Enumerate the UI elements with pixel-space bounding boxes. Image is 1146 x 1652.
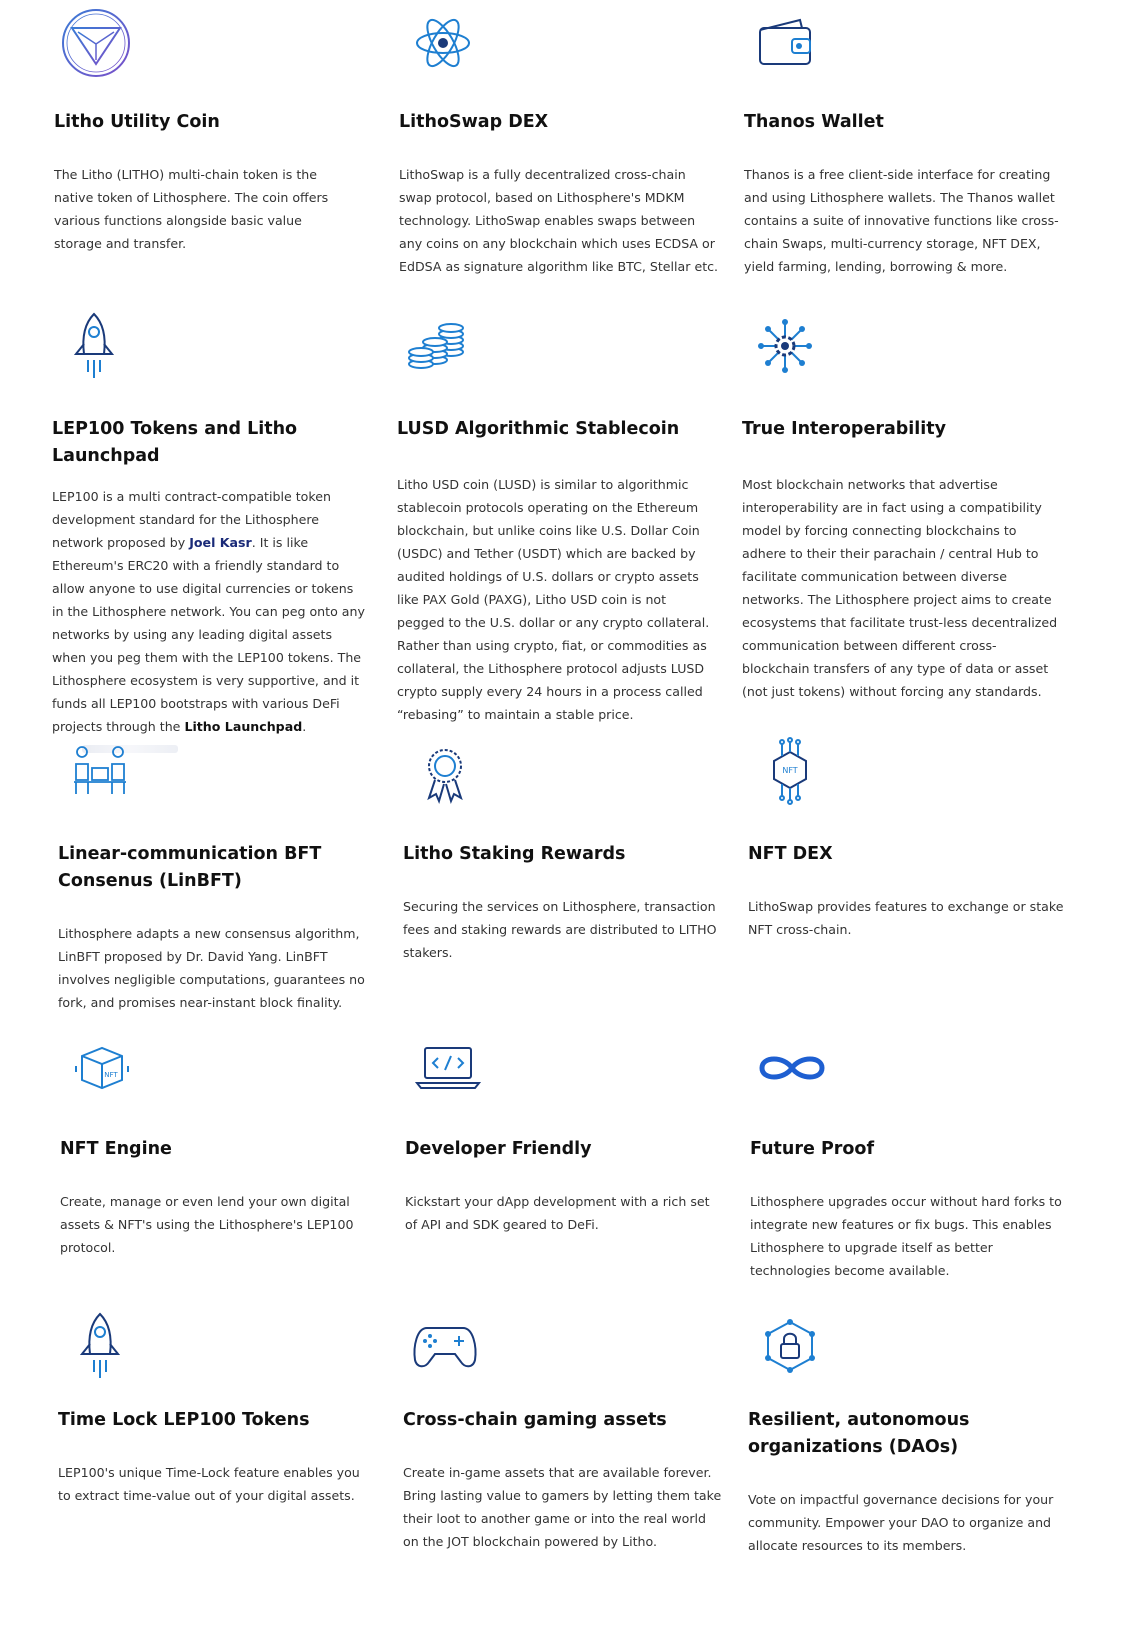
feature-nft-engine — [60, 1028, 390, 1259]
litho-logo-icon — [54, 2, 134, 82]
feature-title: Thanos Wallet — [744, 112, 884, 132]
atom-icon — [399, 2, 479, 82]
award-badge-icon — [403, 732, 483, 812]
feature-description: Thanos is a free client-side interface for creating and using Lithosphere wallets. The Thanos wallet contains a suite of innovative functions like cross-chain Swaps, multi-currency storage, NFT DEX, yield farming, lending, borrowing & more. — [744, 167, 1059, 274]
feature-description: The Litho (LITHO) multi-chain token is the native token of Lithosphere. The coin offers various functions alongside basic value storage and transfer. — [54, 167, 329, 251]
feature-time-lock-lep100 — [58, 1306, 388, 1507]
feature-description: Securing the services on Lithosphere, transaction fees and staking rewards are distributed to LITHO stakers. — [403, 899, 717, 960]
feature-title: Linear-communication BFT Consenus (LinBFT) — [58, 844, 322, 891]
feature-description: LEP100's unique Time-Lock feature enables you to extract time-value out of your digital assets. — [58, 1465, 360, 1503]
desc-text: LEP100 is a multi contract-compatible token development standard for the Lithosphere network proposed by — [52, 489, 331, 550]
gamepad-icon — [403, 1306, 483, 1386]
author-link[interactable]: Joel Kasr — [189, 535, 252, 550]
wallet-icon — [744, 2, 824, 82]
feature-lusd-stablecoin — [397, 306, 727, 726]
infinity-icon — [750, 1028, 830, 1108]
feature-title: Litho Utility Coin — [54, 112, 220, 132]
feature-description: LithoSwap is a fully decentralized cross-chain swap protocol, based on Lithosphere's MDKM technology. LithoSwap enables swaps between any coins on any blockchain which uses ECDSA or EdDSA as signature algorithm like BTC, Stellar etc. — [399, 167, 719, 274]
feature-title: Future Proof — [750, 1139, 875, 1159]
feature-title: NFT DEX — [748, 844, 833, 864]
feature-title: LUSD Algorithmic Stablecoin — [397, 419, 680, 439]
laptop-code-icon — [405, 1028, 485, 1108]
feature-litho-staking-rewards — [403, 732, 733, 964]
nft-chip-icon — [748, 732, 828, 812]
feature-title: LEP100 Tokens and Litho Launchpad — [52, 419, 298, 466]
feature-thanos-wallet — [744, 2, 1084, 278]
feature-nft-dex — [748, 732, 1078, 941]
feature-description: Litho USD coin (LUSD) is similar to algorithmic stablecoin protocols operating on the Ethereum blockchain, but unlike coins like U.S. Dollar Coin (USDC) and Tether (USDT) which are backed by audited holdings of U.S. dollars or crypto assets like PAX Gold (PAXG), Litho USD coin is not pegged to the U.S. dollar or any crypto collateral. Rather than using crypto, fiat, or commodities as collateral, the Lithosphere protocol adjusts LUSD crypto supply every 24 hours in a process called “rebasing” to maintain a stable price. — [397, 477, 710, 722]
feature-linbft-consensus — [58, 732, 388, 1014]
feature-cross-chain-gaming — [403, 1306, 733, 1553]
feature-description: Create, manage or even lend your own digital assets & NFT's using the Lithosphere's LEP100 protocol. — [60, 1194, 354, 1255]
feature-description: LithoSwap provides features to exchange or stake NFT cross-chain. — [748, 899, 1064, 937]
litho-launchpad-link[interactable]: Litho Launchpad — [184, 719, 303, 734]
hexagon-lock-icon — [748, 1306, 828, 1386]
feature-title: Time Lock LEP100 Tokens — [58, 1410, 310, 1430]
feature-true-interoperability — [742, 306, 1072, 703]
feature-lep100-tokens — [52, 306, 382, 738]
feature-description: Kickstart your dApp development with a rich set of API and SDK geared to DeFi. — [405, 1194, 710, 1232]
feature-description: Most blockchain networks that advertise interoperability are in fact using a compatibility model by forcing connecting blockchains to adhere to their their parachain / central Hub to facilitate communication between diverse networks. The Lithosphere project aims to create ecosystems that facilitate trust-less decentralized communication between different cross-blockchain transfers of any type of data or asset (not just tokens) without forcing any standards. — [742, 477, 1058, 699]
network-gear-icon — [742, 306, 822, 386]
feature-future-proof — [750, 1028, 1080, 1282]
feature-description — [52, 485, 368, 738]
feature-title: LithoSwap DEX — [399, 112, 549, 132]
feature-title: True Interoperability — [742, 419, 947, 439]
nft-icon-label: NFT — [104, 1071, 118, 1079]
feature-description: Lithosphere adapts a new consensus algorithm, LinBFT proposed by Dr. David Yang. LinBFT involves negligible computations, guarantees no fork, and promises near-instant block finality. — [58, 926, 365, 1010]
feature-title: Cross-chain gaming assets — [403, 1410, 667, 1430]
meeting-icon — [58, 732, 138, 812]
feature-title: Resilient, autonomous organizations (DAOs) — [748, 1410, 970, 1457]
nft-cube-icon — [60, 1028, 140, 1108]
feature-title: Developer Friendly — [405, 1139, 592, 1159]
desc-text: . It is like Ethereum's ERC20 with a friendly standard to allow anyone to use digital currencies or tokens in the Lithosphere network. You can peg onto any networks by using any leading digital assets when you peg them with the LEP100 tokens. The Lithosphere ecosystem is very supportive, and it funds all LEP100 bootstraps with various DeFi projects through the — [52, 535, 365, 734]
feature-description: Vote on impactful governance decisions for your community. Empower your DAO to organize and allocate resources to its members. — [748, 1492, 1054, 1553]
coin-stacks-icon — [397, 306, 477, 386]
feature-lithoswap-dex — [399, 2, 739, 278]
rocket-icon — [58, 1306, 138, 1386]
rocket-icon — [52, 306, 132, 386]
desc-text: . — [302, 719, 307, 734]
feature-title: NFT Engine — [60, 1139, 172, 1159]
feature-title: Litho Staking Rewards — [403, 844, 626, 864]
feature-litho-utility-coin — [54, 2, 394, 255]
feature-developer-friendly — [405, 1028, 735, 1236]
feature-description: Lithosphere upgrades occur without hard forks to integrate new features or fix bugs. This enables Lithosphere to upgrade itself as better technologies become available. — [750, 1194, 1062, 1278]
nft-icon-label: NFT — [782, 766, 798, 775]
feature-resilient-daos — [748, 1306, 1078, 1557]
feature-description: Create in-game assets that are available forever. Bring lasting value to gamers by letting them take their loot to another game or into the real world on the JOT blockchain powered by Litho. — [403, 1465, 722, 1549]
